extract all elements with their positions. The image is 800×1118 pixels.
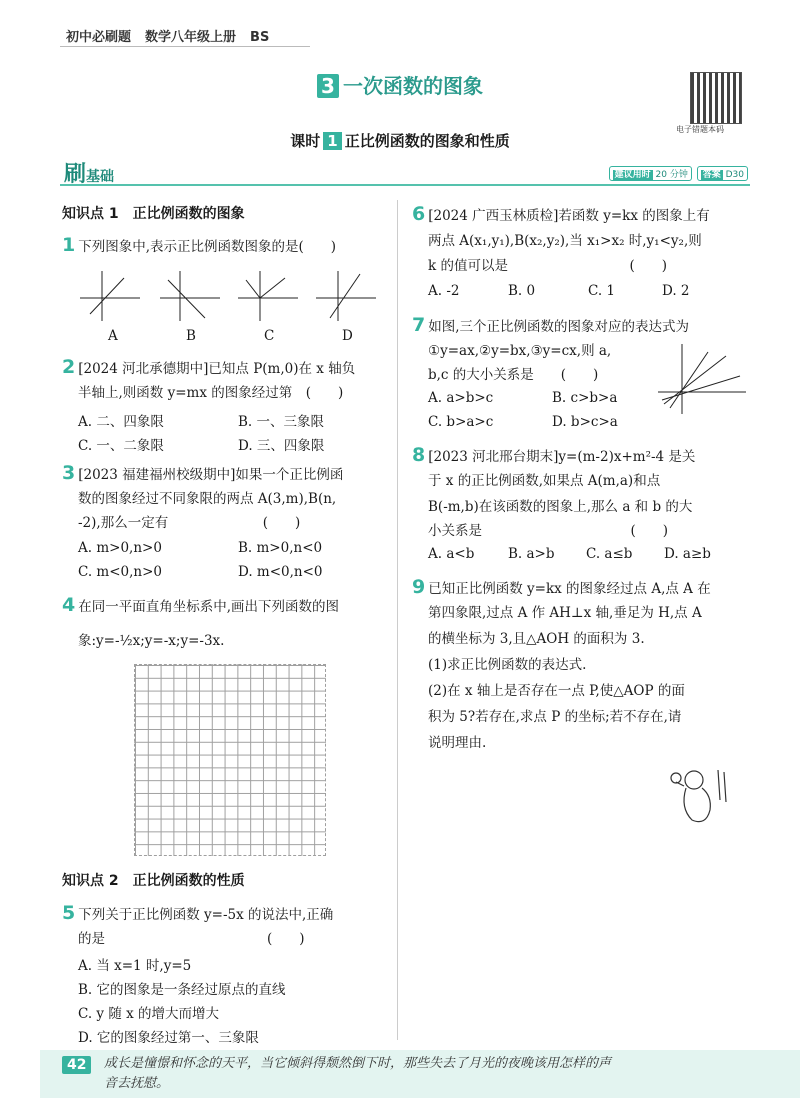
q8-option-d[interactable]: D. a≥b — [664, 546, 711, 562]
footer-motto — [104, 1054, 724, 1094]
lesson-title — [0, 130, 800, 151]
answer-pill — [697, 166, 748, 181]
q9-part1: (1)求正比例函数的表达式. — [428, 657, 587, 673]
q7-option-a[interactable]: A. a>b>c — [428, 390, 494, 406]
section-number: 3 — [317, 74, 339, 98]
q2-line2: 半轴上,则函数 y=mx 的图象经过第 ( ) — [78, 385, 344, 401]
q1-graph-options — [80, 266, 380, 326]
running-header — [66, 26, 283, 45]
q8-number: 8 — [412, 444, 426, 466]
q7-stem — [412, 314, 689, 338]
edition: BS — [250, 30, 270, 45]
q1-stem — [62, 234, 336, 258]
q7-option-b[interactable]: B. c>b>a — [552, 390, 618, 406]
motto-line2: 音去抚慰。 — [104, 1076, 170, 1091]
column-divider — [397, 200, 398, 1040]
q9-stem — [412, 576, 711, 600]
q6-option-a[interactable]: A. -2 — [428, 283, 460, 299]
q6-line3: k 的值可以是 ( ) — [428, 258, 668, 274]
q1-option-a[interactable]: A — [108, 328, 118, 344]
q9-part2-line2: 积为 5?若存在,求点 P 的坐标;若不存在,请 — [428, 709, 682, 725]
q9-number: 9 — [412, 576, 426, 598]
q2-option-b[interactable]: B. 一、三象限 — [238, 414, 325, 430]
band-logo-sub: 基础 — [86, 169, 115, 185]
q6-line1: [2024 广西玉林质检]若函数 y=kx 的图象上有 — [428, 208, 710, 224]
q9-line3: 的横坐标为 3,且△AOH 的面积为 3. — [428, 631, 645, 647]
q5-stem — [62, 902, 333, 926]
q7-figure — [652, 340, 748, 416]
q1-number: 1 — [62, 234, 76, 256]
q6-stem — [412, 203, 710, 227]
band-logo-char: 刷 — [64, 162, 87, 187]
time-value: 20 分钟 — [655, 170, 688, 180]
lesson-number: 1 — [323, 132, 341, 150]
q9-line2: 第四象限,过点 A 作 AH⊥x 轴,垂足为 H,点 A — [428, 605, 702, 621]
section-title — [0, 70, 800, 99]
q6-option-d[interactable]: D. 2 — [662, 283, 690, 299]
q5-line1: 下列关于正比例函数 y=-5x 的说法中,正确 — [78, 907, 334, 923]
q2-option-c[interactable]: C. 一、二象限 — [78, 438, 164, 454]
subject: 数学八年级上册 — [145, 30, 237, 45]
q1-option-d[interactable]: D — [342, 328, 353, 344]
q4-line2: 象:y=-½x;y=-x;y=-3x. — [78, 633, 225, 649]
q1-text: 下列图象中,表示正比例函数图象的是( ) — [78, 239, 337, 255]
q7-line3: b,c 的大小关系是 ( ) — [428, 367, 599, 383]
page-number: 42 — [62, 1056, 91, 1074]
q2-option-a[interactable]: A. 二、四象限 — [78, 414, 164, 430]
answer-label: 答案 — [702, 170, 721, 180]
time-answer-info — [607, 166, 748, 181]
q3-option-b[interactable]: B. m>0,n<0 — [238, 540, 323, 556]
q8-line3: B(-m,b)在该函数的图象上,那么 a 和 b 的大 — [428, 499, 693, 515]
qr-label: 电子错题本码 — [676, 125, 724, 134]
time-pill — [609, 166, 692, 181]
q5-option-d[interactable]: D. 它的图象经过第一、三象限 — [78, 1030, 259, 1046]
q2-stem — [62, 356, 355, 380]
q3-option-d[interactable]: D. m<0,n<0 — [238, 564, 323, 580]
q7-number: 7 — [412, 314, 426, 336]
q8-line4: 小关系是 ( ) — [428, 523, 669, 539]
q5-option-b[interactable]: B. 它的图象是一条经过原点的直线 — [78, 982, 286, 998]
lesson-title-text: 正比例函数的图象和性质 — [344, 132, 510, 150]
q7-line2: ①y=ax,②y=bx,③y=cx,则 a, — [428, 343, 612, 359]
header-rule — [60, 46, 310, 47]
q3-line2: 数的图象经过不同象限的两点 A(3,m),B(n, — [78, 491, 337, 507]
q9-part2-line3: 说明理由. — [428, 735, 487, 751]
book-title: 初中必刷题 — [66, 30, 132, 45]
q6-line2: 两点 A(x₁,y₁),B(x₂,y₂),当 x₁>x₂ 时,y₁<y₂,则 — [428, 233, 702, 249]
answer-page: D30 — [725, 170, 744, 180]
q9-line1: 已知正比例函数 y=kx 的图象经过点 A,点 A 在 — [428, 581, 711, 597]
q3-line1: [2023 福建福州校级期中]如果一个正比例函 — [78, 467, 344, 483]
q5-option-c[interactable]: C. y 随 x 的增大而增大 — [78, 1006, 220, 1022]
q3-option-c[interactable]: C. m<0,n>0 — [78, 564, 163, 580]
q6-number: 6 — [412, 203, 426, 225]
q5-option-a[interactable]: A. 当 x=1 时,y=5 — [78, 958, 192, 974]
q4-line1: 在同一平面直角坐标系中,画出下列函数的图 — [78, 599, 340, 615]
q4-answer-grid[interactable] — [134, 664, 326, 856]
q2-line1: [2024 河北承德期中]已知点 P(m,0)在 x 轴负 — [78, 361, 356, 377]
q4-number: 4 — [62, 594, 76, 616]
knowledge-point-2: 知识点 2 正比例函数的性质 — [62, 873, 245, 889]
q8-line2: 于 x 的正比例函数,如果点 A(m,a)和点 — [428, 473, 661, 489]
q8-option-b[interactable]: B. a>b — [508, 546, 555, 562]
q8-line1: [2023 河北邢台期末]y=(m-2)x+m²-4 是关 — [428, 449, 696, 465]
q2-number: 2 — [62, 356, 76, 378]
motto-line1: 成长是憧憬和怀念的天平，当它倾斜得颓然倒下时，那些失去了月光的夜晚该用怎样的声 — [104, 1056, 612, 1071]
q6-option-b[interactable]: B. 0 — [508, 283, 536, 299]
q3-option-a[interactable]: A. m>0,n>0 — [78, 540, 162, 556]
q4-stem — [62, 594, 339, 618]
q6-option-c[interactable]: C. 1 — [588, 283, 616, 299]
mascot-icon — [666, 760, 736, 830]
q7-option-c[interactable]: C. b>a>c — [428, 414, 494, 430]
q7-option-d[interactable]: D. b>c>a — [552, 414, 618, 430]
lesson-prefix: 课时 — [290, 132, 321, 150]
q8-option-c[interactable]: C. a≤b — [586, 546, 633, 562]
section-title-text: 一次函数的图象 — [342, 74, 483, 98]
knowledge-point-1: 知识点 1 正比例函数的图象 — [62, 206, 245, 222]
q3-number: 3 — [62, 462, 76, 484]
q5-number: 5 — [62, 902, 76, 924]
q7-line1: 如图,三个正比例函数的图象对应的表达式为 — [428, 319, 690, 335]
q3-stem — [62, 462, 343, 486]
q5-line2: 的是 ( ) — [78, 931, 305, 947]
qr-code-icon[interactable] — [690, 72, 742, 124]
q2-option-d[interactable]: D. 三、四象限 — [238, 438, 325, 454]
time-label: 建议用时 — [614, 170, 651, 180]
q8-stem — [412, 444, 695, 468]
q1-option-b[interactable]: B — [186, 328, 196, 344]
q1-option-c[interactable]: C — [264, 328, 275, 344]
q9-part2-line1: (2)在 x 轴上是否存在一点 P,使△AOP 的面 — [428, 683, 685, 699]
q3-line3: -2),那么一定有 ( ) — [78, 515, 301, 531]
band-logo — [64, 157, 114, 188]
q8-option-a[interactable]: A. a<b — [428, 546, 475, 562]
